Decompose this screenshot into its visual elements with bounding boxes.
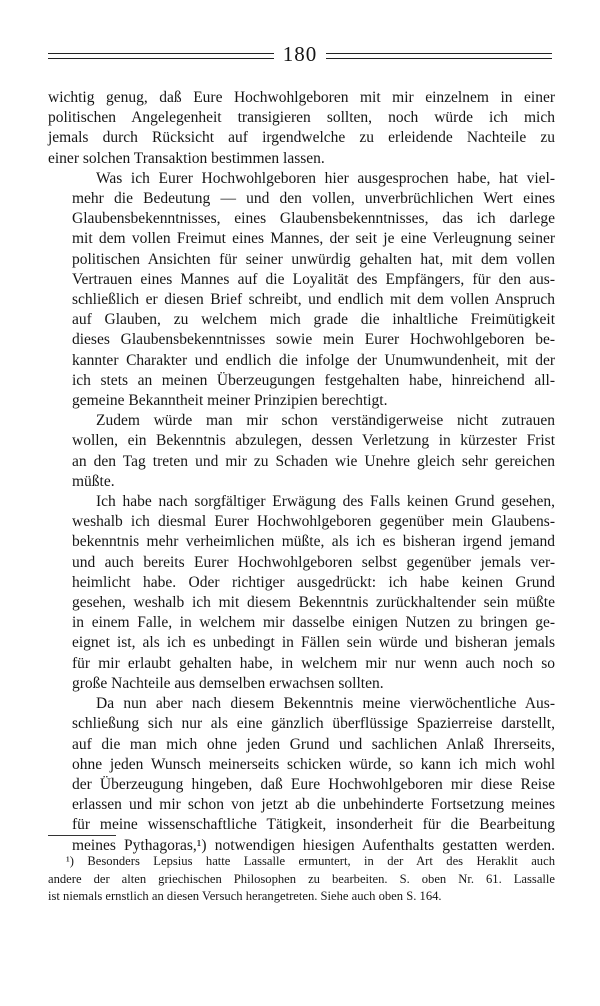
text-line: meines Pythagoras,¹) notwendigen hiesigen Aufenthalts gestatten werden. (72, 836, 555, 854)
text-line: Vertrauen eines Mannes auf die Loyalität des Empfängers, für den aus- (72, 270, 555, 288)
text-line: gemeine Bekanntheit meiner Prinzipien berechtigt. (72, 392, 388, 410)
text-line: kannter Charakter und endlich die infolge der Unumwundenheit, mit der (72, 351, 555, 369)
text-line: weshalb ich diesmal Eurer Hochwohlgeboren gegenüber mein Glaubens- (72, 513, 555, 531)
text-line: für mir erlaubt gehalten habe, in welchem mir nur wenn auch noch so (72, 654, 555, 672)
footnote-line: ist niemals ernstlich an diesen Versuch herangetreten. Siehe auch oben S. 164. (48, 889, 442, 904)
text-line: ohne jeden Wunsch meinerseits schicken würde, so kann ich mich wohl (72, 755, 555, 773)
text-line: bekenntnis mehr verheimlichen müßte, als ich es bisheran irgend jemand (72, 533, 555, 551)
paragraph-2 (48, 169, 555, 411)
text-line: wichtig genug, daß Eure Hochwohlgeboren mit mir einzelnem in einer (48, 89, 555, 106)
text-line: mit dem vollen Freimut eines Mannes, der seit je eine Verleugnung seiner (72, 230, 555, 248)
text-line: Was ich Eurer Hochwohlgeboren hier ausgesprochen habe, hat viel- (96, 169, 555, 187)
text-line: Ich habe nach sorgfältiger Erwägung des Falls keinen Grund gesehen, (96, 493, 555, 511)
text-line: einer solchen Transaktion bestimmen lassen. (48, 149, 325, 167)
text-line: an den Tag treten und mir zu Schaden wie Unehre gleich sehr gereichen (72, 452, 555, 470)
text-line: heimlicht habe. Oder richtiger ausgedrückt: ich habe keinen Grund (72, 573, 555, 591)
footnote-line: andere der alten griechischen Philosophen zu bearbeiten. S. oben Nr. 61. Lassalle (48, 871, 555, 886)
text-line: schließlich er diesen Brief schreibt, und endlich mit dem vollen Anspruch (72, 291, 555, 309)
text-line: Glaubensbekenntnisses, eines Glaubensbekenntnisses, das ich darlege (72, 210, 555, 228)
paragraph-4 (48, 492, 555, 694)
text-line: der Überzeugung hingeben, daß Eure Hochwohlgeboren mir diese Reise (72, 775, 555, 793)
text-line: schließung sich nur als eine gänzlich überflüssige Spazierreise darstellt, (72, 715, 555, 733)
text-line: ich stets an meinen Überzeugungen festgehalten habe, hinreichend all- (72, 371, 555, 389)
text-line: politischen Angelegenheit transigieren sollten, noch würde ich mich (48, 109, 555, 127)
text-line: auf die man mich ohne jeden Grund und sachlichen Anlaß Ihrerseits, (72, 735, 555, 753)
text-line: erlassen und mir schon von jetzt ab die unbehinderte Fortsetzung meines (72, 796, 555, 814)
paragraph-3 (48, 411, 555, 492)
text-line: Da nun aber nach diesem Bekenntnis meine vierwöchentliche Aus- (96, 695, 555, 713)
footnote-separator (48, 835, 116, 836)
body-text (48, 88, 555, 856)
page-header (48, 42, 552, 68)
text-line: und auch bereits Eurer Hochwohlgeboren selbst gegenüber jemals ver- (72, 553, 555, 571)
footnote (48, 853, 555, 906)
text-line: mehr die Bedeutung — und den vollen, unverbrüchlichen Wert eines (72, 190, 555, 208)
text-line: für meine wissenschaftliche Tätigkeit, insonderheit für die Bearbeitung (72, 816, 555, 834)
text-line: große Nachteile aus demselben erwachsen sollten. (72, 674, 384, 692)
text-line: auf Glauben, zu welchem mich grade die inhaltliche Freimütigkeit (72, 311, 555, 329)
footnote-line: ¹) Besonders Lepsius hatte Lassalle ermuntert, in der Art des Heraklit auch (66, 854, 555, 868)
text-line: dieses Glaubensbekenntnisses sowie mein Eurer Hochwohlgeboren be- (72, 331, 555, 349)
text-line: politischen Ansichten für seiner unwürdig gehalten hat, mit dem vollen (72, 250, 555, 268)
paragraph-1 (48, 88, 555, 169)
text-line: müßte. (72, 472, 115, 490)
paragraph-5 (48, 694, 555, 856)
text-line: eignet ist, als ich es unbedingt in Fällen sein würde und bisheran jemals (72, 634, 555, 652)
text-line: Zudem würde man mir schon verständigerweise nicht zutrauen (96, 412, 555, 430)
page-number: 180 (282, 42, 318, 66)
header-rule-right (326, 53, 552, 59)
text-line: in einem Falle, in welchem mir dasselbe einigen Nutzen zu bringen ge- (72, 614, 555, 632)
text-line: wollen, ein Bekenntnis abzulegen, dessen Verletzung in kürzester Frist (72, 432, 555, 450)
text-line: jemals durch Rücksicht auf irgendwelche zu erleidende Nachteile zu (48, 129, 555, 147)
text-line: gesehen, weshalb ich mit diesem Bekenntnis zurückhaltender sein müßte (72, 594, 555, 612)
